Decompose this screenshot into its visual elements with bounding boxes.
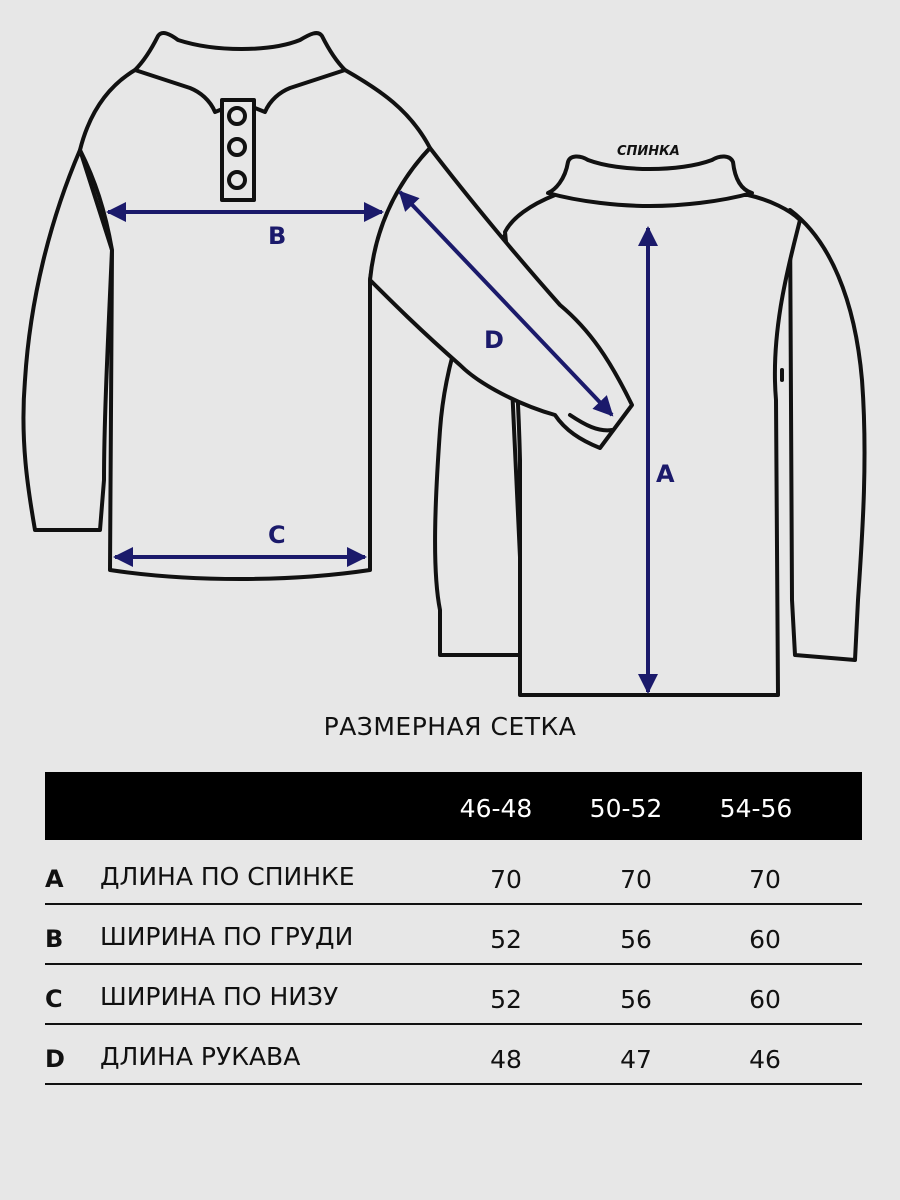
- button-1: [229, 108, 245, 124]
- row-value: 48: [490, 1045, 522, 1074]
- size-header-2: 50-52: [589, 794, 663, 823]
- button-3: [229, 172, 245, 188]
- row-parameter: ДЛИНА ПО СПИНКЕ: [100, 862, 355, 891]
- back-body: [505, 195, 800, 695]
- row-value: 52: [490, 985, 522, 1014]
- row-value: 52: [490, 925, 522, 954]
- size-header-1: 46-48: [459, 794, 533, 823]
- row-value: 47: [620, 1045, 652, 1074]
- row-letter: C: [45, 985, 63, 1013]
- row-value: 56: [620, 985, 652, 1014]
- table-row: [45, 1025, 862, 1085]
- label-d: D: [484, 326, 504, 354]
- row-value: 46: [749, 1045, 781, 1074]
- size-chart-title: РАЗМЕРНАЯ СЕТКА: [323, 712, 577, 741]
- label-a: A: [656, 460, 675, 488]
- row-parameter: ДЛИНА РУКАВА: [100, 1042, 301, 1071]
- row-value: 60: [749, 985, 781, 1014]
- size-header-3: 54-56: [719, 794, 793, 823]
- back-view-label: СПИНКА: [617, 144, 680, 159]
- row-letter: B: [45, 925, 64, 953]
- row-letter: A: [45, 865, 64, 893]
- label-b: B: [268, 222, 287, 250]
- row-value: 70: [490, 865, 522, 894]
- row-value: 70: [749, 865, 781, 894]
- row-value: 60: [749, 925, 781, 954]
- table-row: [45, 845, 862, 905]
- back-right-sleeve: [790, 210, 865, 660]
- row-parameter: ШИРИНА ПО ГРУДИ: [100, 922, 354, 951]
- front-left-sleeve: [23, 150, 112, 530]
- row-divider: [45, 1083, 862, 1085]
- table-row: [45, 965, 862, 1025]
- button-2: [229, 139, 245, 155]
- row-parameter: ШИРИНА ПО НИЗУ: [100, 982, 339, 1011]
- back-collar: [548, 156, 752, 206]
- row-value: 70: [620, 865, 652, 894]
- label-c: C: [268, 521, 286, 549]
- row-value: 56: [620, 925, 652, 954]
- size-table-header: [45, 772, 862, 840]
- row-letter: D: [45, 1045, 65, 1073]
- table-row: [45, 905, 862, 965]
